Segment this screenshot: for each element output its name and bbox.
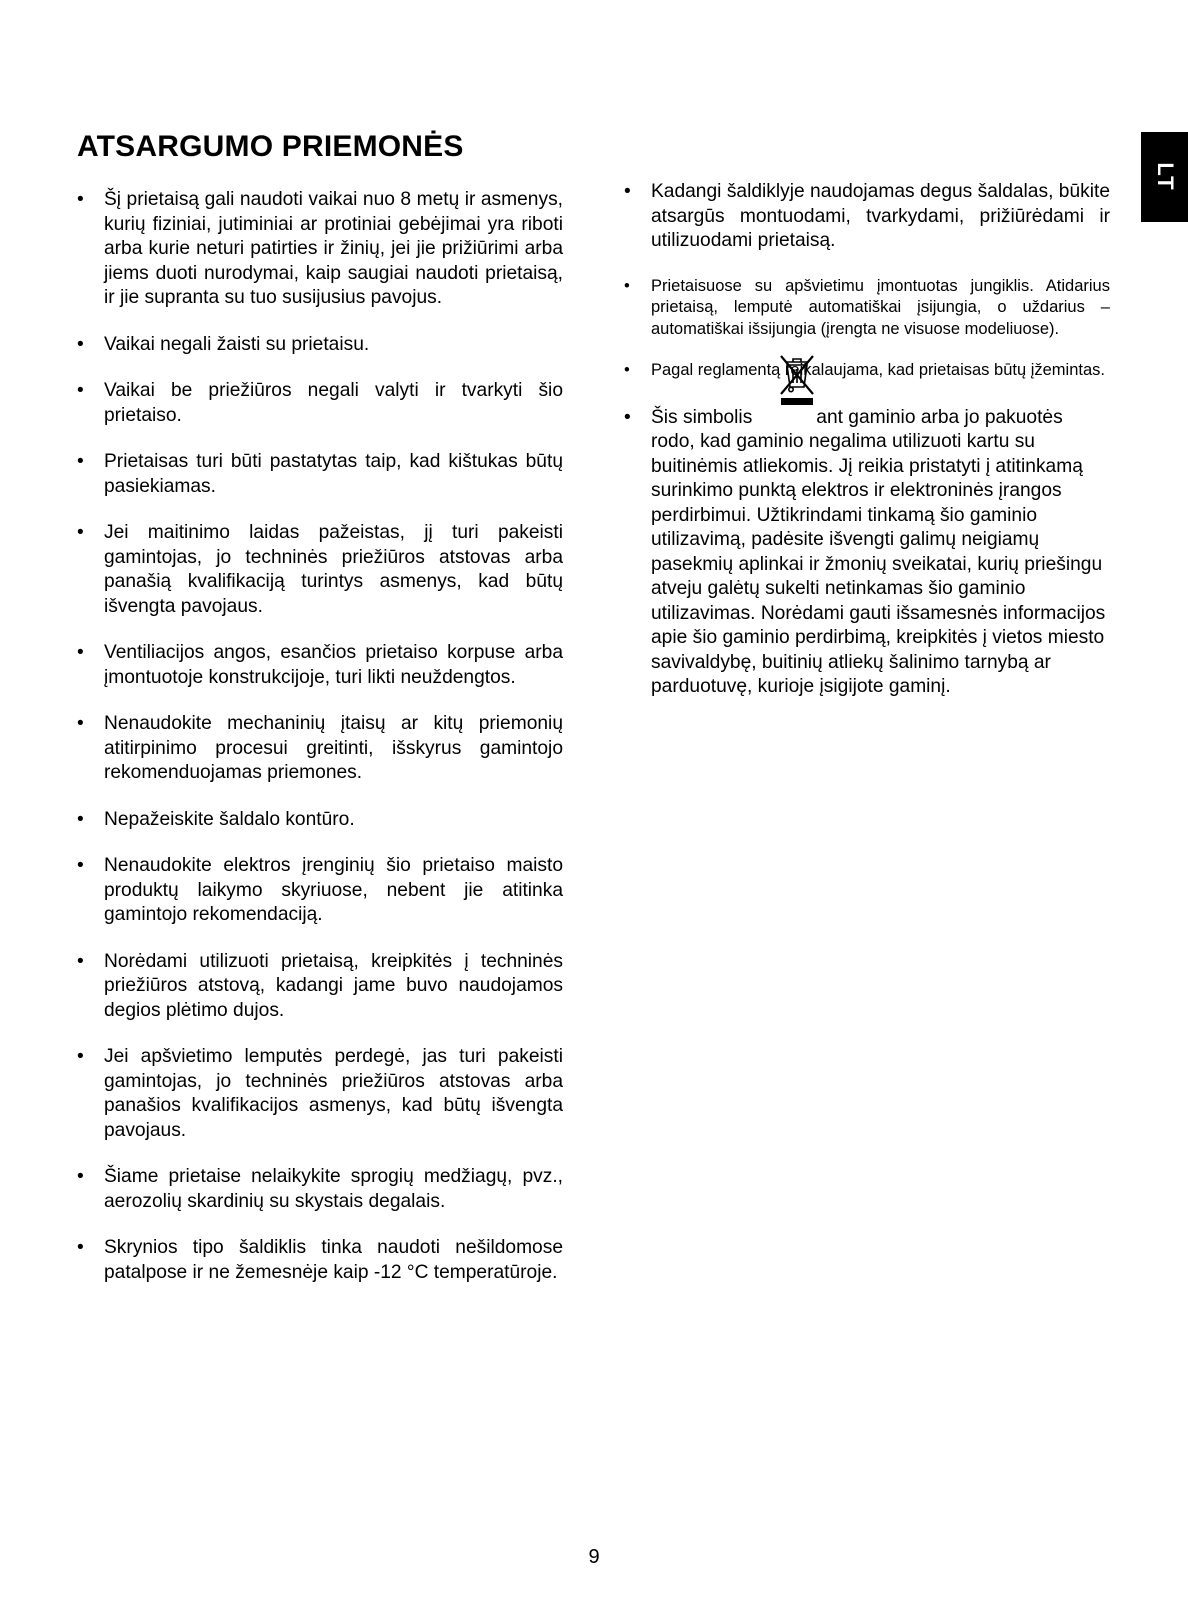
bullet: •: [77, 950, 84, 972]
bullet: •: [77, 808, 84, 830]
left-column-list: [77, 188, 563, 1307]
list-item-text: Vaikai negali žaisti su prietaisu.: [104, 333, 370, 355]
list-item: [624, 276, 1110, 341]
weee-list-item: [624, 406, 1110, 700]
list-item: [77, 808, 563, 833]
list-item-text: Prietaisas turi būti pastatytas taip, kad kištukas būtų pasiekiamas.: [104, 451, 563, 497]
bullet: •: [77, 1166, 84, 1187]
list-item: [77, 1236, 563, 1285]
list-item: [77, 854, 563, 928]
list-item-text: Jei apšvietimo lemputės perdegė, jas turi pakeisti gamintojas, jo techninės priežiūros atstovas arba panašios kvalifikacijos asmenys, kad būtų išvengta pavojaus.: [104, 1046, 563, 1141]
list-item: [77, 188, 563, 311]
list-item-text: Nenaudokite elektros įrenginių šio prietaiso maisto produktų laikymo skyriuose, nebent jie atitinka gamintojo rekomendaciją.: [104, 855, 563, 925]
weee-first-line: [651, 406, 1110, 700]
bullet: •: [624, 181, 631, 202]
page-title: ATSARGUMO PRIEMONĖS: [77, 130, 464, 163]
bullet: •: [624, 276, 630, 295]
list-item: [77, 450, 563, 499]
list-item-text: Pagal reglamentą reikalaujama, kad prietaisas būtų įžemintas.: [651, 361, 1105, 379]
bullet: •: [77, 451, 84, 472]
list-item: [77, 333, 563, 358]
list-item: [77, 379, 563, 428]
list-item-text: Norėdami utilizuoti prietaisą, kreipkitės į techninės priežiūros atstovą, kadangi jame buvo naudojamos degios plėtimo dujos.: [104, 950, 563, 1021]
list-item-text: Nenaudokite mechaninių įtaisų ar kitų priemonių atitirpinimo procesui greitinti, išskyrus gamintojo rekomenduojamas priemones.: [104, 713, 563, 783]
bullet: •: [77, 522, 84, 543]
bullet: •: [77, 642, 84, 663]
list-item-text: Šį prietaisą gali naudoti vaikai nuo 8 metų ir asmenys, kurių fiziniai, jutiminiai ar protiniai gebėjimai yra riboti arba kurie neturi patirties ir žinių, jei jie prižiūrimi arba jiems duoti nurodymai, kaip saugiai naudoti prietaisą, ir jie supranta su tuo susijusius pavojus.: [104, 189, 563, 308]
bullet: •: [77, 333, 84, 355]
list-item: [77, 712, 563, 786]
list-item: [624, 360, 1110, 382]
language-tab-label: LT: [1152, 162, 1178, 192]
bullet: •: [624, 406, 631, 428]
bullet: •: [77, 1237, 84, 1258]
weee-text-before: Šis simbolis: [651, 406, 753, 428]
list-item-text: Kadangi šaldiklyje naudojamas degus šaldalas, būkite atsargūs montuodami, tvarkydami, prižiūrėdami ir utilizuodami prietaisą.: [651, 181, 1110, 251]
list-item-text: Vaikai be priežiūros negali valyti ir tvarkyti šio prietaiso.: [104, 380, 563, 426]
page-number: 9: [588, 1546, 600, 1568]
language-tab: [1141, 132, 1188, 222]
list-item: [77, 1165, 563, 1214]
list-item-text: Nepažeiskite šaldalo kontūro.: [104, 808, 355, 830]
list-item: [77, 950, 563, 1024]
bullet: •: [624, 361, 630, 379]
bullet: •: [77, 1046, 84, 1067]
list-item: [77, 521, 563, 619]
list-item-text: Skrynios tipo šaldiklis tinka naudoti nešildomose patalpose ir ne žemesnėje kaip -12 °C temperatūroje.: [104, 1237, 563, 1283]
list-item: [624, 180, 1110, 254]
list-item-text: Jei maitinimo laidas pažeistas, jį turi pakeisti gamintojas, jo techninės priežiūros atstovas arba panašią kvalifikaciją turintys asmenys, kad būtų išvengta pavojaus.: [104, 522, 563, 617]
list-item: [77, 1045, 563, 1143]
weee-text-after: ant gaminio arba jo pakuotės rodo, kad gaminio negalima utilizuoti kartu su buitinėmis atliekomis. Jį reikia pristatyti į atitinkamą surinkimo punktą elektros ir elektroninės įrangos perdirbimui. Užtikrindami tinkamą šio gaminio utilizavimą, padėsite išvengti galimų neigiamų pasekmių aplinkai ir žmonių sveikatai, kurių priešingu atveju galėtų sukelti netinkamas šio gaminio utilizavimas. Norėdami gauti išsamesnės informacijos apie šio gaminio perdirbimą, kreipkitės į vietos miesto savivaldybę, buitinių atliekų šalinimo tarnybą ar parduotuvę, kurioje įsigijote gaminį.: [651, 406, 1106, 697]
list-item: [77, 641, 563, 690]
list-item-text: Šiame prietaise nelaikykite sprogių medžiagų, pvz., aerozolių skardinių su skystais degalais.: [104, 1166, 563, 1212]
bullet: •: [77, 189, 84, 210]
crossed-out-wheeled-bin-icon: [776, 352, 818, 406]
bullet: •: [77, 713, 84, 734]
bullet: •: [77, 855, 84, 876]
list-item-text: Ventiliacijos angos, esančios prietaiso korpuse arba įmontuotoje konstrukcijoje, turi likti neuždengtos.: [104, 642, 563, 688]
bullet: •: [77, 380, 84, 401]
right-column-list: [624, 180, 1110, 722]
list-item-text: Prietaisuose su apšvietimu įmontuotas jungiklis. Atidarius prietaisą, lemputė automatiškai įsijungia, o uždarius – automatiškai išsijungia (įrengta ne visuose modeliuose).: [651, 276, 1110, 338]
